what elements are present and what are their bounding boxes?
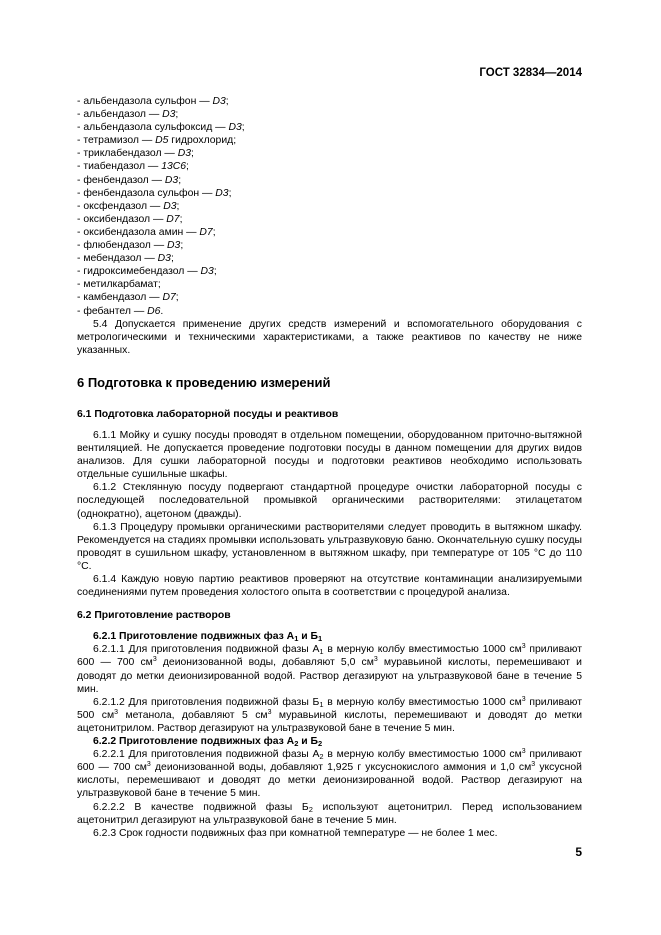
list-item: - фенбендазола сульфон — D3;	[77, 187, 232, 199]
reference-standards-list	[77, 95, 582, 318]
list-item: - гидроксимебендазол — D3;	[77, 266, 217, 278]
subsection-6-1-heading: 6.1 Подготовка лабораторной посуды и реактивов	[77, 408, 339, 420]
list-item: - метилкарбамат;	[77, 279, 161, 291]
list-item: - альбендазола сульфон — D3;	[77, 96, 229, 107]
list-item: - камбендазол — D7;	[77, 292, 179, 304]
paragraph-6-2-2-2: 6.2.2.2 В качестве подвижной фазы $Б_2$ используют ацетонитрил. Перед использованием ацетонитрил дегазируют на ультразвуковой бане в течение 5 мин.	[77, 801, 582, 826]
paragraph-6-1-1: 6.1.1 Мойку и сушку посуды проводят в отдельном помещении, оборудованном приточно-вытяжной вентиляцией. Не допускается проведение подготовки посуды в данном помещении для других видов анализов. Для сушки лабораторной посуды и подготовки реактивов необходимо использовать отдельные сушильные шкафы.	[77, 429, 582, 481]
subsection-6-2-heading: 6.2 Приготовление растворов	[77, 610, 231, 622]
section-6-heading: 6 Подготовка к проведению измерений	[77, 374, 331, 390]
list-item: - оксибендазол — D7;	[77, 213, 183, 225]
list-item: - триклабендазол — D3;	[77, 148, 194, 160]
paragraph-6-2-2-1: 6.2.2.1 Для приготовления подвижной фазы $А_2$ в мерную колбу вместимостью 1000 $см^3$ приливают 600 — 700 $см^3$ деионизованной воды, добавляют 1,925 г уксуснокислого аммония и 1,0 $см^3$ уксусной кислоты, перемешивают и доводят до метки деионизированной водой. Раствор дегазируют на ультразвуковой бане в течение 5 мин.	[77, 748, 582, 800]
list-item: - альбендазол — D3;	[77, 109, 179, 121]
list-item: - тетрамизол — D5 гидрохлорид;	[77, 135, 237, 147]
list-item: - флюбендазол — D3;	[77, 240, 184, 252]
paragraph-6-2-3: 6.2.3 Срок годности подвижных фаз при комнатной температуре — не более 1 мес.	[93, 827, 498, 839]
subsection-6-2-2-heading: 6.2.2 Приготовление подвижных фаз $А_2$ и $Б_2$	[93, 736, 323, 749]
paragraph-6-2-1-2: 6.2.1.2 Для приготовления подвижной фазы $Б_1$ в мерную колбу вместимостью 1000 $см^3$ приливают 500 $см^3$ метанола, добавляют 5 $см^3$ муравьиной кислоты, перемешивают и доводят до метки ацетонитрилом. Раствор дегазируют на ультразвуковой бане в течение 5 мин.	[77, 695, 583, 734]
list-item: - тиабендазол — 13C6;	[77, 161, 189, 173]
page-number: 5	[575, 845, 582, 859]
document-body	[77, 95, 582, 840]
paragraph-6-2-1-1: 6.2.1.1 Для приготовления подвижной фазы $А_1$ в мерную колбу вместимостью 1000 $см^3$ приливают 600 — 700 $см^3$ деионизованной воды, добавляют 5,0 $см^3$ муравьиной кислоты, перемешивают и доводят до метки деионизированной водой. Раствор дегазируют на ультразвуковой бане в течение 5 мин.	[77, 643, 582, 695]
list-item: - мебендазол — D3;	[77, 253, 174, 265]
subsection-6-2-1-heading: 6.2.1 Приготовление подвижных фаз $А_1$ и $Б_1$	[93, 631, 323, 644]
paragraph-6-1-4: 6.1.4 Каждую новую партию реактивов проверяют на отсутствие контаминации анализируемыми соединениями путем проведения холостого опыта в соответствии с процедурой анализа.	[77, 574, 582, 599]
paragraph-6-1-3: 6.1.3 Процедуру промывки органическими растворителями следует проводить в вытяжном шкафу. Рекомендуется на стадиях промывки использовать ультразвуковую баню. Окончательную сушку посуды проводят в сушильном шкафу, установленном в вытяжном шкафу, при температуре от 105 °С до 110 °С.	[77, 521, 582, 572]
list-item: - альбендазола сульфоксид — D3;	[77, 122, 245, 134]
list-item: - оксфендазол — D3;	[77, 200, 180, 212]
paragraph-5-4: 5.4 Допускается применение других средств измерений и вспомогательного оборудования с метрологическими и техническими характеристиками, а также реактивов по качеству не ниже указанных.	[77, 318, 582, 356]
document-code: ГОСТ 32834—2014	[479, 67, 582, 79]
list-item: - фенбендазол — D3;	[77, 174, 182, 186]
paragraph-6-1-2: 6.1.2 Стеклянную посуду подвергают стандартной процедуре очистки лабораторной посуды с последующей последовательной промывкой органическими растворителями: этилацетатом (однократно), ацетоном (дважды).	[77, 482, 582, 520]
list-item: - фебантел — D6.	[77, 305, 164, 317]
list-item: - оксибендазола амин — D7;	[77, 226, 216, 238]
